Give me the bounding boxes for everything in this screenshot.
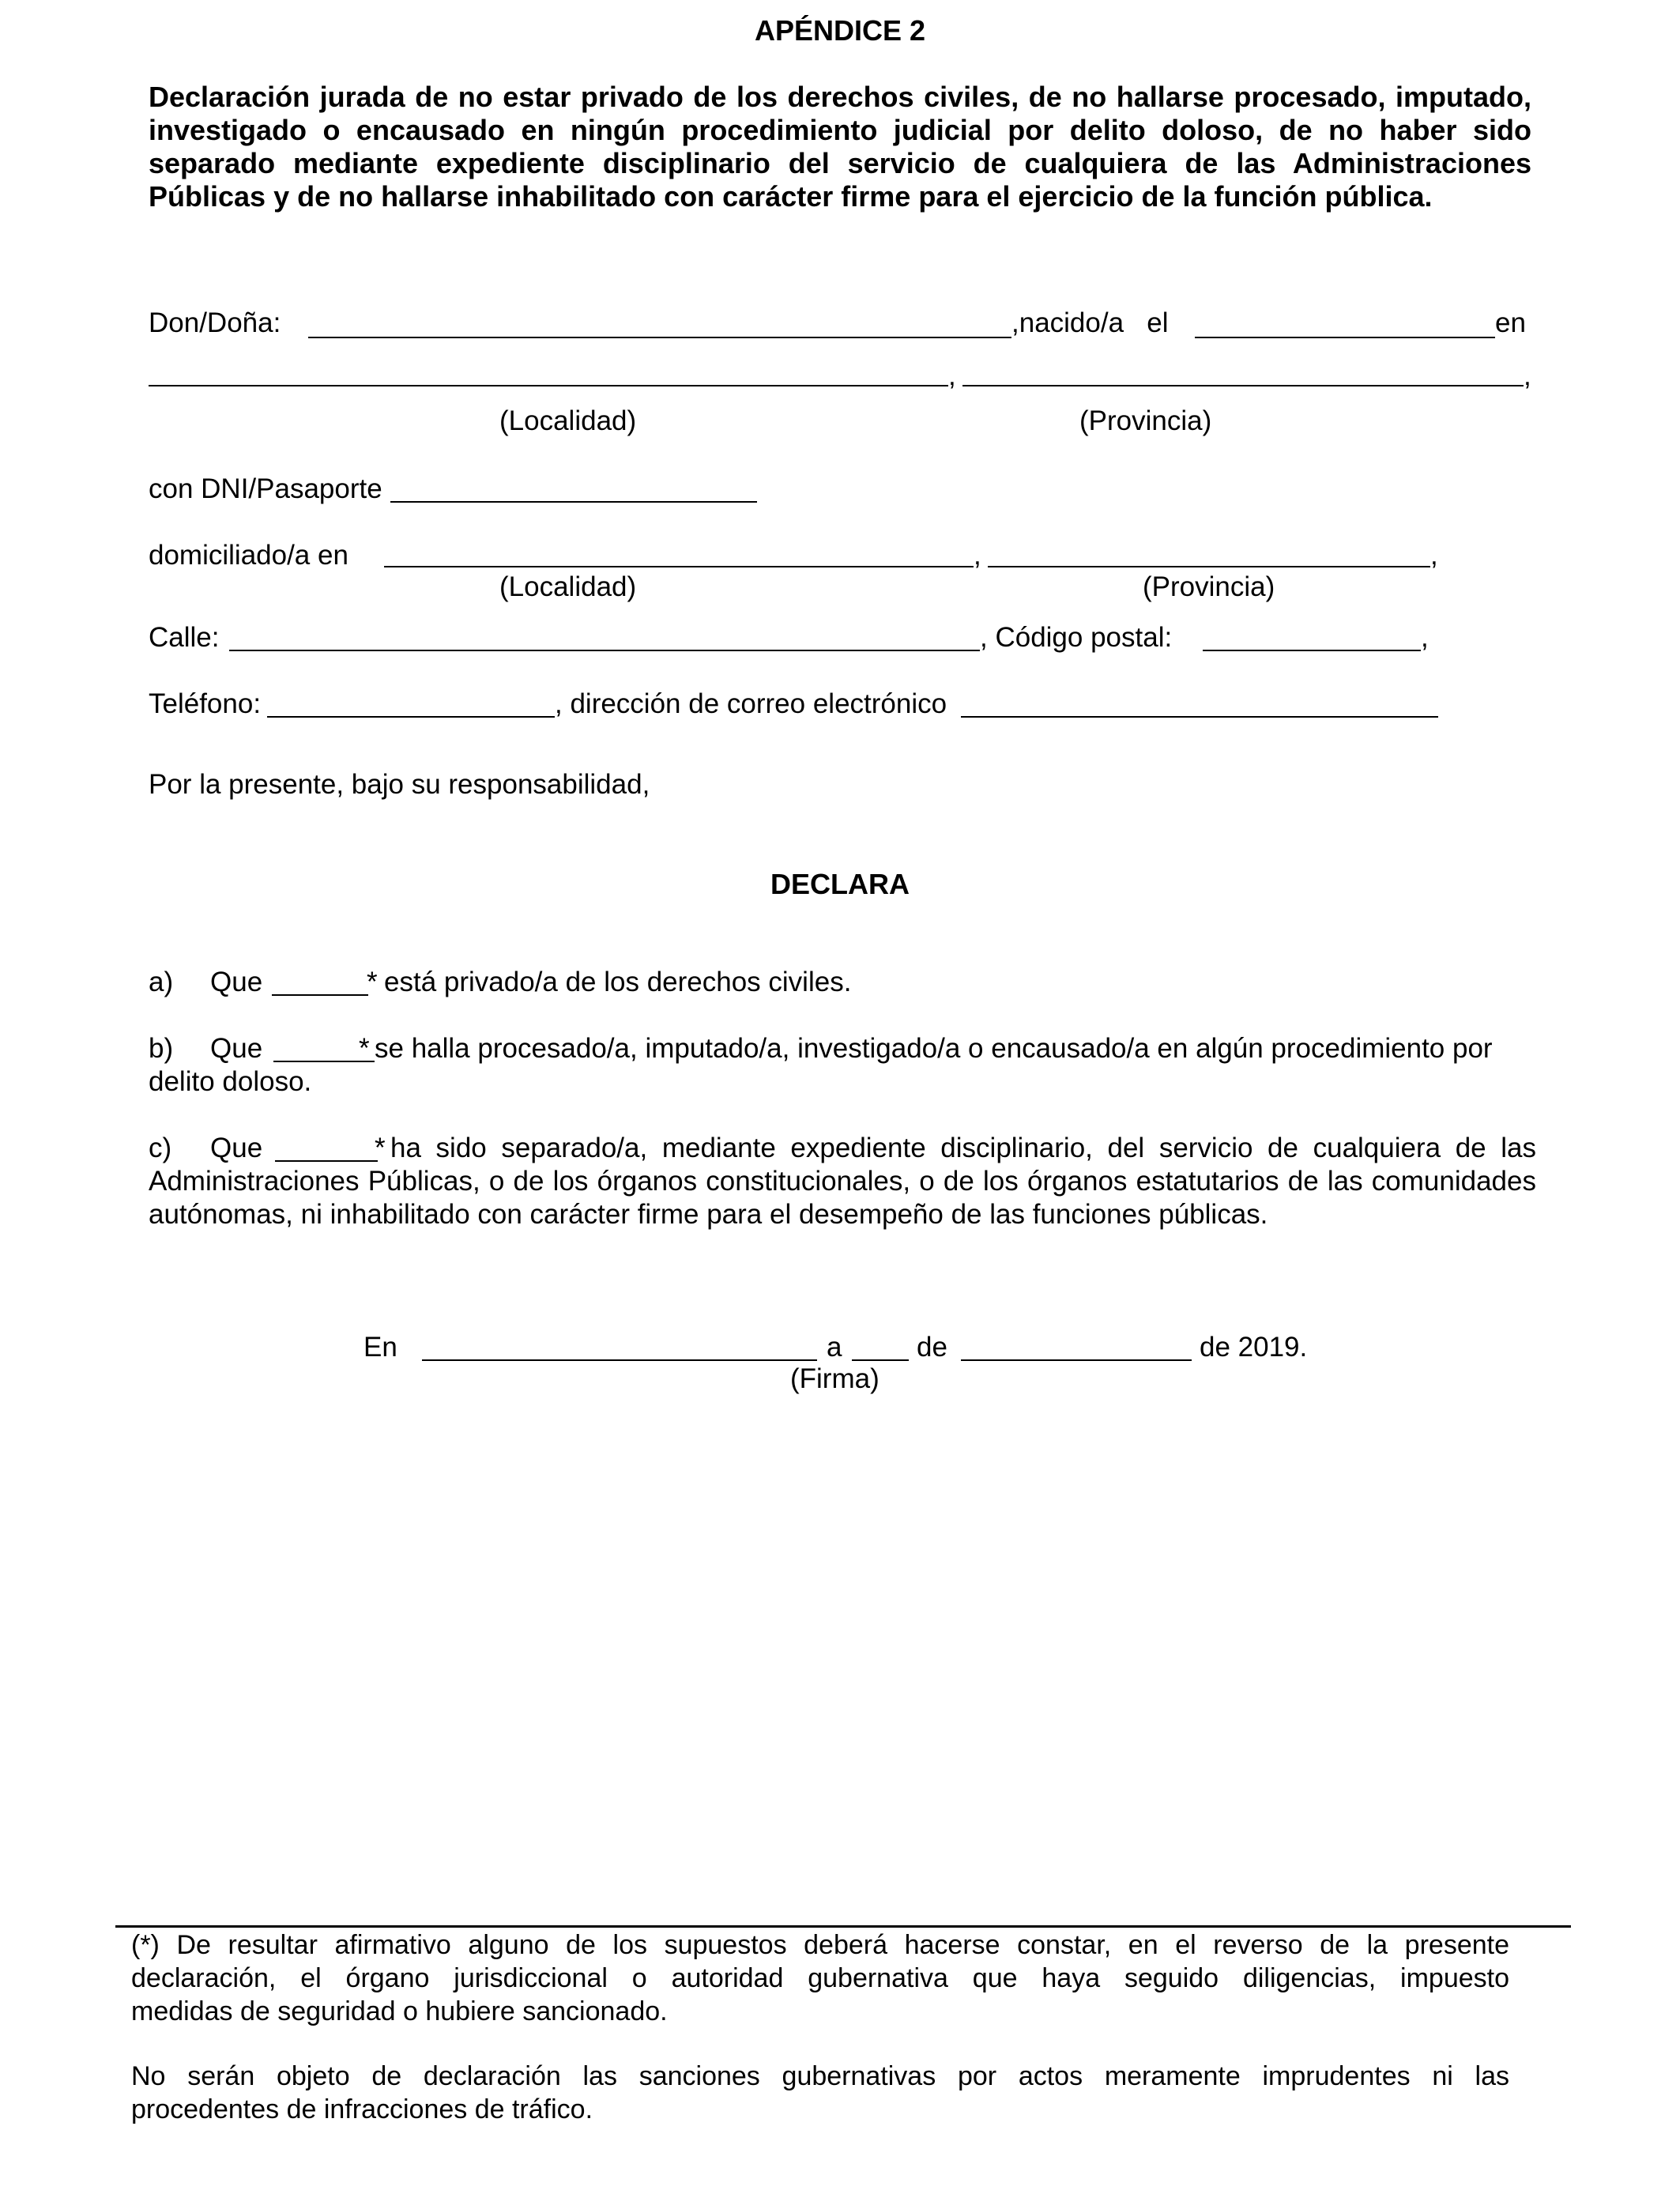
- en-label: en: [1495, 307, 1526, 338]
- provincia-caption: (Provincia): [1079, 405, 1212, 436]
- postal-code-field[interactable]: [1203, 650, 1421, 651]
- item-a-que: Que: [210, 967, 263, 997]
- heading-line-4: Públicas y de no hallarse inhabilitado con carácter firme para el ejercicio de la función pública.: [149, 180, 1433, 213]
- calle-label: Calle:: [149, 622, 220, 653]
- name-field[interactable]: [308, 337, 1011, 338]
- item-c-letter: c): [149, 1133, 172, 1163]
- domicilio-label: domiciliado/a en: [149, 540, 348, 571]
- don-label: Don/Doña:: [149, 307, 281, 338]
- heading-line-3: separado mediante expediente disciplinario del servicio de cualquiera de las Administraciones: [149, 147, 1531, 179]
- email-field[interactable]: [961, 716, 1438, 718]
- domicile-province-field[interactable]: [988, 566, 1430, 567]
- signature-place-field[interactable]: [422, 1359, 817, 1361]
- dni-label: con DNI/Pasaporte: [149, 473, 382, 504]
- cp-label: , Código postal:: [980, 622, 1173, 653]
- firma-caption: (Firma): [790, 1363, 880, 1394]
- birthdate-field[interactable]: [1195, 337, 1495, 338]
- item-b-text: se halla procesado/a, imputado/a, investigado/a o encausado/a en algún procedimiento por: [375, 1033, 1493, 1064]
- item-c-que: Que: [210, 1133, 263, 1163]
- footnote-line-1: (*) De resultar afirmativo alguno de los supuestos deberá hacerse constar, en el reverso de la presente: [131, 1930, 1509, 1960]
- nacido-label: ,nacido/a el: [1011, 307, 1169, 338]
- birth-province-field[interactable]: [962, 385, 1524, 386]
- dni-field[interactable]: [390, 501, 757, 503]
- localidad-caption: (Localidad): [499, 405, 637, 436]
- item-c-star: *: [375, 1133, 386, 1163]
- item-b-star: *: [359, 1033, 370, 1064]
- footnote-line-5: procedentes de infracciones de tráfico.: [131, 2094, 593, 2124]
- comma: ,: [1421, 622, 1429, 653]
- item-a-blank[interactable]: [272, 994, 368, 996]
- signature-a: a: [827, 1332, 842, 1363]
- item-c-line-2: Administraciones Públicas, o de los órganos constitucionales, o de los órganos estatutarios de las comunidades: [149, 1166, 1536, 1197]
- item-a-letter: a): [149, 967, 174, 997]
- footnote-line-2: declaración, el órgano jurisdiccional o autoridad gubernativa que haya seguido diligencias, impuesto: [131, 1963, 1509, 1993]
- signature-month-field[interactable]: [961, 1359, 1192, 1361]
- signature-day-field[interactable]: [852, 1359, 909, 1361]
- email-label: , dirección de correo electrónico: [555, 688, 947, 719]
- item-c-line-3: autónomas, ni inhabilitado con carácter firme para el desempeño de las funciones públicas.: [149, 1199, 1268, 1230]
- domicile-locality-field[interactable]: [384, 566, 974, 567]
- street-field[interactable]: [229, 650, 980, 651]
- signature-en: En: [363, 1332, 397, 1363]
- signature-de: de: [917, 1332, 947, 1363]
- telefono-label: Teléfono:: [149, 688, 262, 719]
- footnote-line-3: medidas de seguridad o hubiere sancionado.: [131, 1996, 668, 2026]
- heading-line-2: investigado o encausado en ningún procedimiento judicial por delito doloso, de no haber sido: [149, 114, 1531, 146]
- signature-year: de 2019.: [1200, 1332, 1308, 1363]
- item-a-star: *: [367, 967, 378, 997]
- item-c-blank[interactable]: [275, 1160, 378, 1162]
- heading-line-1: Declaración jurada de no estar privado de los derechos civiles, de no hallarse procesado, imputado,: [149, 81, 1531, 113]
- comma: ,: [1430, 540, 1438, 571]
- item-a-text: está privado/a de los derechos civiles.: [384, 967, 852, 997]
- comma: ,: [974, 540, 981, 571]
- item-b-que: Que: [210, 1033, 263, 1064]
- declara-heading: DECLARA: [770, 868, 910, 900]
- item-b-line-2: delito doloso.: [149, 1066, 312, 1097]
- page-title: APÉNDICE 2: [754, 14, 926, 47]
- provincia-caption: (Provincia): [1143, 571, 1275, 602]
- comma: ,: [948, 360, 956, 391]
- footnote-divider: [115, 1925, 1571, 1928]
- birth-locality-field[interactable]: [149, 385, 948, 386]
- footnote-line-4: No serán objeto de declaración las sanciones gubernativas por actos meramente imprudentes ni las: [131, 2061, 1509, 2091]
- item-c-text: ha sido separado/a, mediante expediente disciplinario, del servicio de cualquiera de las: [390, 1133, 1536, 1163]
- comma: ,: [1524, 360, 1531, 391]
- phone-field[interactable]: [267, 716, 555, 718]
- intro-text: Por la presente, bajo su responsabilidad,: [149, 769, 650, 800]
- localidad-caption: (Localidad): [499, 571, 637, 602]
- item-b-letter: b): [149, 1033, 174, 1064]
